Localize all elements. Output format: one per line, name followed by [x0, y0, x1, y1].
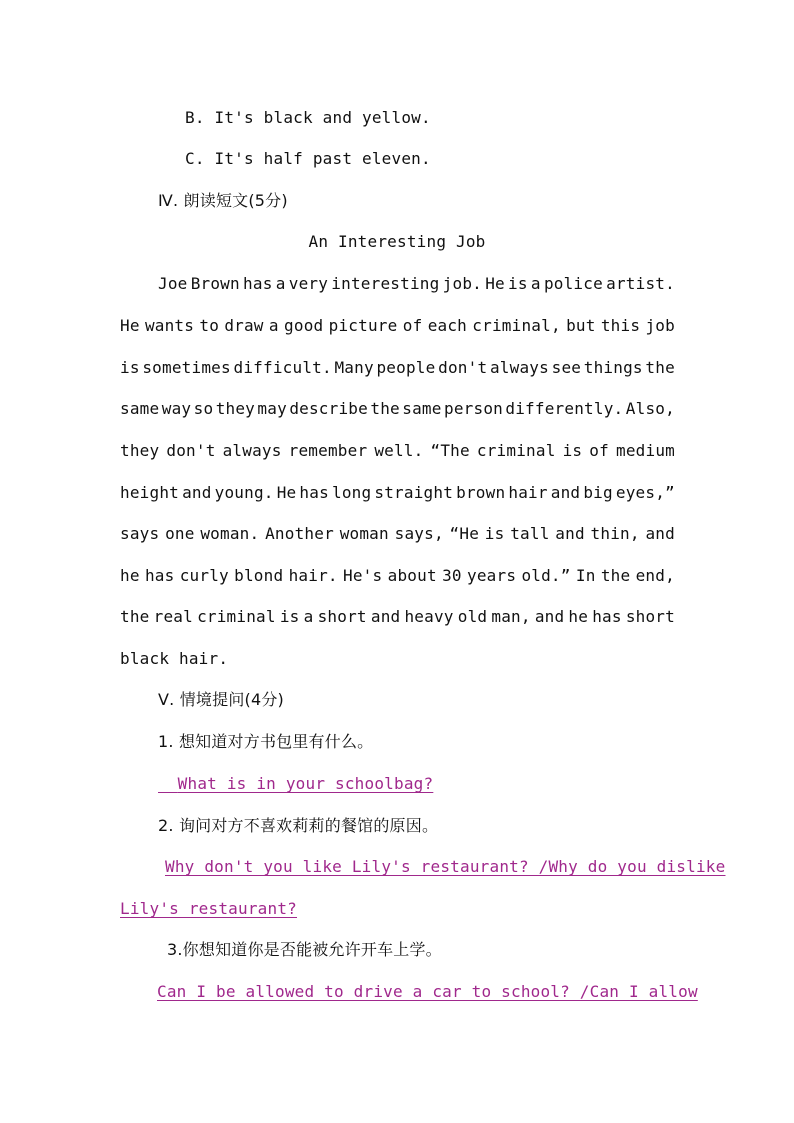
passage-word: brown [456, 483, 506, 502]
passage-word: straight [374, 483, 454, 502]
passage-title: An Interesting Job [308, 232, 486, 251]
passage-word: has [144, 566, 175, 585]
passage-word: about [387, 566, 437, 585]
passage-line [158, 273, 675, 295]
passage-word: is [279, 607, 300, 626]
passage-word: Another [265, 524, 334, 543]
passage-word: He [120, 316, 140, 335]
passage-word: and [182, 483, 212, 502]
passage-word: Joe [158, 274, 188, 293]
passage-word: they [120, 441, 160, 460]
passage-word: well. [374, 441, 424, 460]
passage-word: always [222, 441, 282, 460]
passage-line [120, 315, 675, 337]
passage-word: each [427, 316, 468, 335]
passage-line [120, 482, 675, 504]
passage-word: old.” [521, 566, 571, 585]
passage-word: of [402, 316, 423, 335]
passage-word: long [331, 483, 372, 502]
passage-word: interesting [331, 274, 440, 293]
passage-word: blond [234, 566, 284, 585]
passage-word: has [299, 483, 329, 502]
passage-word: and [370, 607, 401, 626]
passage-word: Brown [190, 274, 240, 293]
passage-word: see [551, 358, 582, 377]
section-4-heading: Ⅳ. 朗读短文(5分) [158, 191, 288, 210]
passage-word: criminal [197, 607, 276, 626]
passage-word: In [575, 566, 596, 585]
answer-2-line-2: Lily's restaurant? [120, 899, 297, 918]
answer-2-line-1: Why don't you like Lily's restaurant? /Why do you dislike [165, 857, 726, 876]
passage-word: real [153, 607, 193, 626]
passage-word: of [589, 441, 609, 460]
passage-word: has [592, 607, 622, 626]
passage-word: He [276, 483, 297, 502]
passage-last-line: black hair. [120, 649, 229, 668]
passage-word: picture [328, 316, 398, 335]
passage-word: the [120, 607, 150, 626]
passage-word: but [566, 316, 596, 335]
passage-word: medium [616, 441, 675, 460]
passage-word: way [161, 399, 192, 418]
passage-word: don't [438, 358, 488, 377]
passage-word: big [583, 483, 613, 502]
passage-word: draw [224, 316, 264, 335]
passage-word: differently. [505, 399, 624, 418]
passage-word: a [303, 607, 314, 626]
passage-word: remember [288, 441, 368, 460]
passage-word: hair [508, 483, 548, 502]
passage-word: heavy [404, 607, 454, 626]
passage-word: he [120, 566, 140, 585]
passage-word: police [543, 274, 603, 293]
passage-word: thin, [590, 524, 640, 543]
passage-word: man, [491, 607, 531, 626]
passage-word: same [120, 399, 160, 418]
question-2: 2. 询问对方不喜欢莉莉的餐馆的原因。 [158, 816, 439, 835]
passage-word: is [562, 441, 583, 460]
answer-1-text: What is in your schoolbag? [177, 774, 434, 793]
passage-word: is [508, 274, 528, 293]
passage-line [120, 440, 675, 462]
passage-word: wants [144, 316, 195, 335]
passage-word: young. [214, 483, 274, 502]
passage-word: difficult. [233, 358, 332, 377]
passage-line [120, 357, 675, 379]
passage-word: artist. [606, 274, 675, 293]
passage-word: old [457, 607, 488, 626]
passage-word: very [288, 274, 329, 293]
passage-word: a [530, 274, 541, 293]
passage-word: job [645, 316, 675, 335]
passage-word: don't [166, 441, 216, 460]
passage-word: good [284, 316, 324, 335]
passage-word: height [120, 483, 179, 502]
passage-word: end, [635, 566, 675, 585]
passage-word: years [467, 566, 517, 585]
passage-word: a [268, 316, 279, 335]
passage-word: person [444, 399, 503, 418]
passage-word: “He [449, 524, 480, 543]
passage-word: one [165, 524, 195, 543]
option-c: C. It's half past eleven. [185, 149, 431, 168]
passage-word: so [193, 399, 214, 418]
passage-line [120, 565, 675, 587]
passage-word: may [257, 399, 287, 418]
passage-word: job. [442, 274, 482, 293]
passage-word: always [489, 358, 549, 377]
passage-word: people [376, 358, 436, 377]
passage-word: the [370, 399, 400, 418]
passage-word: tall [510, 524, 550, 543]
passage-word: and [550, 483, 581, 502]
passage-line [120, 523, 675, 545]
passage-word: woman. [200, 524, 260, 543]
passage-word: and [534, 607, 565, 626]
passage-word: this [600, 316, 641, 335]
passage-word: criminal [476, 441, 556, 460]
passage-word: describe [289, 399, 368, 418]
passage-word: and [645, 524, 675, 543]
passage-word: hair. [288, 566, 338, 585]
passage-word: a [275, 274, 286, 293]
passage-word: sometimes [142, 358, 231, 377]
passage-word: is [484, 524, 505, 543]
answer-1 [158, 773, 433, 795]
question-3: 3.你想知道你是否能被允许开车上学。 [167, 940, 442, 959]
passage-word: the [645, 358, 675, 377]
option-b: B. It's black and yellow. [185, 108, 431, 127]
passage-word: he [568, 607, 589, 626]
passage-word: Also, [625, 399, 675, 418]
passage-word: criminal, [472, 316, 561, 335]
passage-word: says, [394, 524, 444, 543]
passage-word: they [215, 399, 256, 418]
passage-word: 30 [442, 566, 462, 585]
passage-word: short [317, 607, 367, 626]
section-5-heading: Ⅴ. 情境提问(4分) [158, 690, 284, 709]
passage-word: curly [179, 566, 229, 585]
passage-line [120, 606, 675, 628]
passage-word: is [120, 358, 140, 377]
passage-line [120, 398, 675, 420]
passage-word: things [583, 358, 643, 377]
passage-word: and [555, 524, 585, 543]
passage-word: Many [334, 358, 374, 377]
passage-word: woman [339, 524, 389, 543]
passage-word: to [199, 316, 220, 335]
passage-word: same [402, 399, 442, 418]
passage-word: the [600, 566, 631, 585]
passage-word: short [625, 607, 675, 626]
answer-3-line-1: Can I be allowed to drive a car to school? /Can I allow [157, 982, 698, 1001]
passage-word: He [485, 274, 505, 293]
passage-word: says [120, 524, 160, 543]
passage-word: “The [430, 441, 470, 460]
passage-word: has [243, 274, 273, 293]
passage-word: eyes,” [615, 483, 675, 502]
passage-word: He's [343, 566, 383, 585]
question-1: 1. 想知道对方书包里有什么。 [158, 732, 374, 751]
